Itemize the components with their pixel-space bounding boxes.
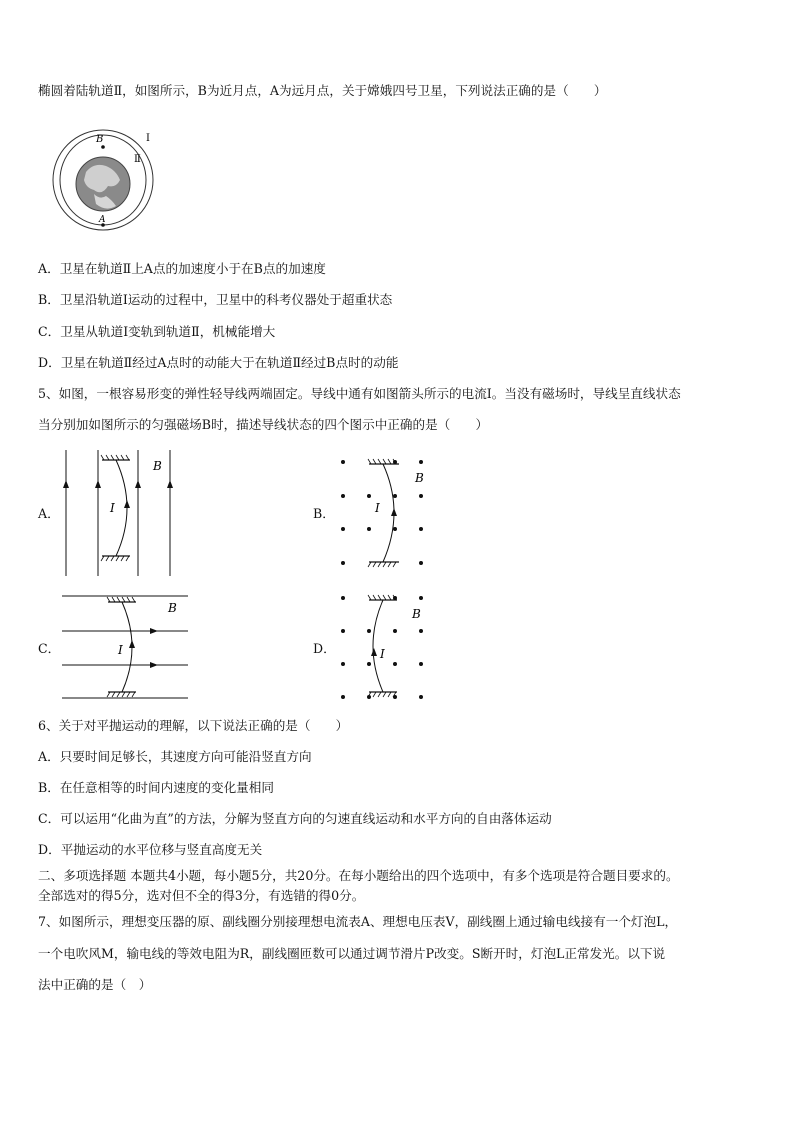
q5-figure-A bbox=[58, 448, 188, 578]
q4-option-C: C．卫星从轨道Ⅰ变轨到轨道Ⅱ，机械能增大 bbox=[38, 324, 276, 339]
q5-option-C-label: C． bbox=[38, 641, 61, 656]
label-B: B bbox=[96, 134, 104, 145]
q5-figure-B bbox=[333, 452, 443, 574]
current-label: I bbox=[380, 647, 385, 661]
q5-figure-C bbox=[60, 590, 190, 704]
q6-option-A: A．只要时间足够长，其速度方向可能沿竖直方向 bbox=[38, 749, 312, 764]
field-label: B bbox=[168, 601, 177, 615]
orbit-figure bbox=[48, 124, 168, 236]
q4-option-A: A．卫星在轨道Ⅱ上A点的加速度小于在B点的加速度 bbox=[38, 261, 326, 276]
field-dots bbox=[341, 460, 423, 565]
q6-option-B: B．在任意相等的时间内速度的变化量相同 bbox=[38, 780, 274, 795]
current-label: I bbox=[110, 501, 115, 515]
q7-line3: 法中正确的是（ ） bbox=[38, 977, 152, 992]
q5-figure-D bbox=[333, 588, 443, 708]
q7-line1: 7、如图所示，理想变压器的原、副线圈分别接理想电流表A、理想电压表V，副线圈上通过输电线接有一个灯泡L， bbox=[38, 914, 678, 929]
section2-heading-line1: 二、多项选择题 本题共4小题，每小题5分，共20分。在每小题给出的四个选项中，有多个选项是符合题目要求的。 bbox=[38, 868, 679, 883]
field-label: B bbox=[415, 471, 424, 485]
label-orbit-I: Ⅰ bbox=[146, 133, 150, 144]
label-orbit-II: Ⅱ bbox=[134, 154, 141, 165]
current-label: I bbox=[375, 501, 380, 515]
current-label: I bbox=[118, 643, 123, 657]
q5-stem-line2: 当分别加如图所示的匀强磁场B时，描述导线状态的四个图示中正确的是（ ） bbox=[38, 417, 489, 432]
section2-heading-line2: 全部选对的得5分，选对但不全的得3分，有选错的得0分。 bbox=[38, 888, 365, 903]
q4-option-B: B．卫星沿轨道Ⅰ运动的过程中，卫星中的科考仪器处于超重状态 bbox=[38, 292, 393, 307]
q6-option-D: D．平抛运动的水平位移与竖直高度无关 bbox=[38, 842, 263, 857]
q6-stem: 6、关于对平抛运动的理解，以下说法正确的是（ ） bbox=[38, 718, 349, 733]
q5-option-B-label: B． bbox=[313, 506, 335, 521]
q4-option-D: D．卫星在轨道Ⅱ经过A点时的动能大于在轨道Ⅱ经过B点时的动能 bbox=[38, 355, 399, 370]
label-A: A bbox=[99, 215, 106, 225]
q6-option-C: C．可以运用“化曲为直”的方法，分解为竖直方向的匀速直线运动和水平方向的自由落体运动 bbox=[38, 811, 552, 826]
q5-option-A-label: A． bbox=[38, 506, 60, 521]
field-label: B bbox=[153, 459, 162, 473]
field-label: B bbox=[412, 607, 421, 621]
q5-stem-line1: 5、如图，一根容易形变的弹性轻导线两端固定。导线中通有如图箭头所示的电流I。当没有磁场时，导线呈直线状态 bbox=[38, 386, 681, 401]
q4-stem: 椭圆着陆轨道Ⅱ，如图所示，B为近月点，A为远月点，关于嫦娥四号卫星，下列说法正确的是（ ） bbox=[38, 83, 607, 98]
q5-option-D-label: D． bbox=[313, 641, 336, 656]
q7-line2: 一个电吹风M，输电线的等效电阻为R，副线圈匝数可以通过调节滑片P改变。S断开时，灯泡L正常发光。以下说 bbox=[38, 946, 666, 961]
wire bbox=[373, 600, 383, 692]
point-B-dot bbox=[101, 145, 105, 149]
